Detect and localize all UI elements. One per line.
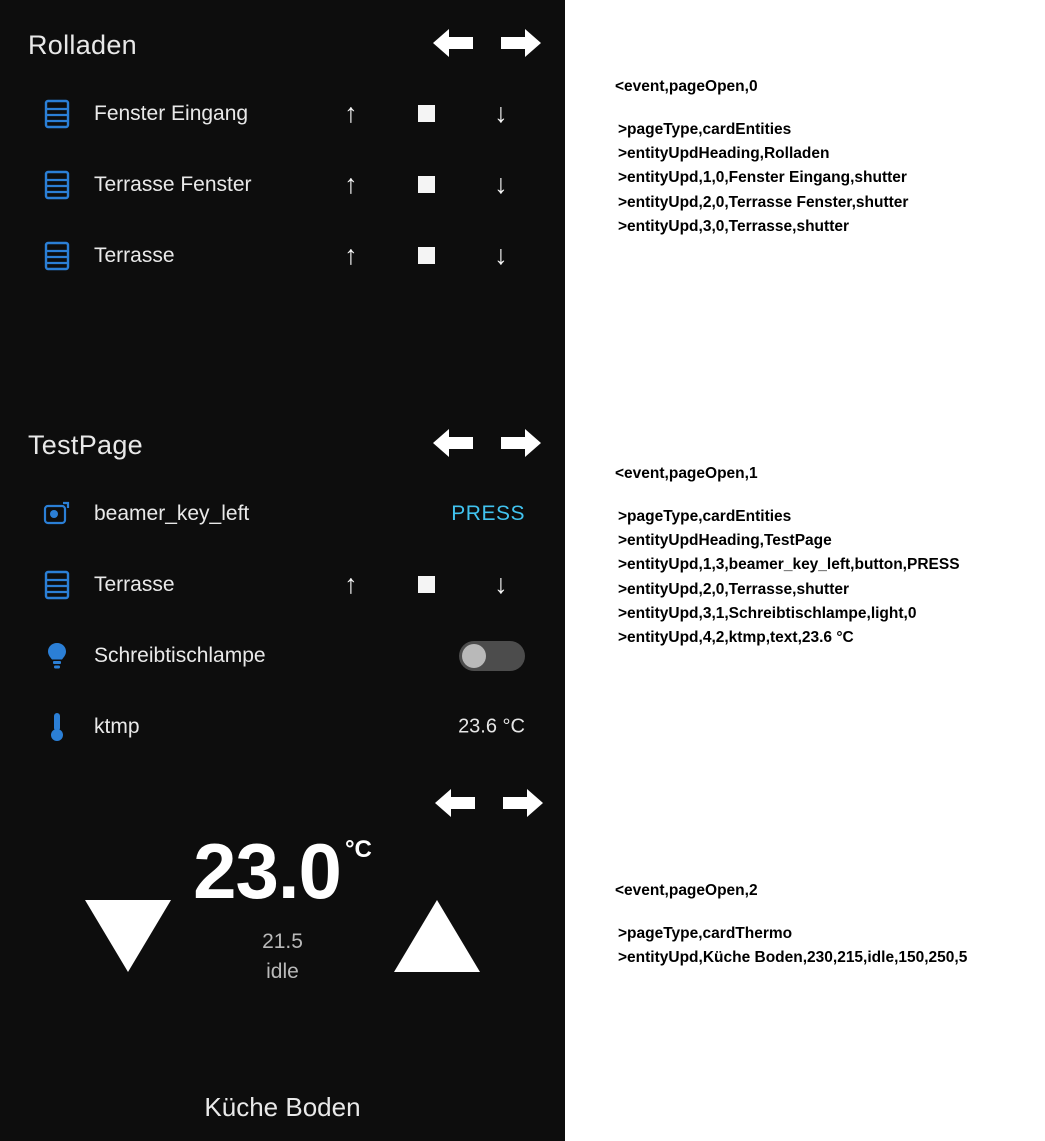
stop-square-icon bbox=[418, 247, 435, 264]
shutter-controls bbox=[331, 94, 521, 134]
log-event: <event,pageOpen,1 bbox=[615, 465, 758, 482]
shutter-icon bbox=[42, 240, 72, 272]
log-block bbox=[615, 78, 908, 239]
page-navigation bbox=[433, 426, 541, 460]
left-arrow-icon[interactable] bbox=[433, 26, 473, 60]
shutter-stop-button[interactable] bbox=[406, 165, 446, 205]
entity-label: Terrasse bbox=[94, 572, 175, 596]
log-line: >entityUpd,3,0,Terrasse,shutter bbox=[618, 217, 850, 235]
shutter-up-button[interactable]: ↑ bbox=[344, 240, 358, 270]
list-item[interactable] bbox=[0, 220, 565, 291]
right-arrow-icon[interactable] bbox=[501, 426, 541, 460]
shutter-stop-button[interactable] bbox=[406, 94, 446, 134]
log-block bbox=[615, 882, 967, 970]
log-line: >entityUpd,Küche Boden,230,215,idle,150,250,5 bbox=[618, 949, 968, 967]
shutter-down-button[interactable]: ↓ bbox=[494, 169, 508, 199]
list-item[interactable] bbox=[0, 478, 565, 549]
log-block bbox=[615, 465, 960, 650]
shutter-controls bbox=[331, 236, 521, 276]
card-header bbox=[0, 0, 565, 78]
page-title: Rolladen bbox=[28, 30, 137, 60]
shutter-controls bbox=[331, 165, 521, 205]
shutter-up-button[interactable]: ↑ bbox=[344, 169, 358, 199]
page-navigation bbox=[435, 786, 543, 820]
thermostat-name: Küche Boden bbox=[204, 1092, 361, 1122]
toggle-knob bbox=[462, 644, 486, 668]
list-item bbox=[0, 691, 565, 762]
stop-square-icon bbox=[418, 576, 435, 593]
left-arrow-icon[interactable] bbox=[435, 786, 475, 820]
entity-label: Terrasse Fenster bbox=[94, 172, 252, 196]
shutter-down-button[interactable]: ↓ bbox=[494, 240, 508, 270]
entity-label: ktmp bbox=[94, 714, 140, 738]
log-event: <event,pageOpen,0 bbox=[615, 78, 758, 95]
log-line: >pageType,cardThermo bbox=[618, 925, 793, 942]
press-button[interactable]: PRESS bbox=[451, 501, 525, 525]
entity-label: Fenster Eingang bbox=[94, 101, 249, 125]
right-arrow-icon[interactable] bbox=[501, 26, 541, 60]
log-line: >pageType,cardEntities bbox=[618, 121, 792, 138]
card-entities-rolladen bbox=[0, 0, 565, 400]
entity-value: 23.6 °C bbox=[458, 715, 525, 737]
log-line: >pageType,cardEntities bbox=[618, 508, 792, 525]
temperature-unit: °C bbox=[344, 836, 372, 863]
entity-label: beamer_key_left bbox=[94, 501, 250, 525]
entity-label: Terrasse bbox=[94, 243, 175, 267]
list-item[interactable] bbox=[0, 78, 565, 149]
light-toggle-switch[interactable] bbox=[459, 641, 525, 671]
page-navigation bbox=[433, 26, 541, 60]
card-thermo bbox=[0, 770, 565, 1141]
shutter-stop-button[interactable] bbox=[406, 565, 446, 605]
log-line: >entityUpd,1,3,beamer_key_left,button,PRESS bbox=[618, 556, 960, 574]
log-line: >entityUpd,2,0,Terrasse Fenster,shutter bbox=[618, 193, 909, 211]
log-line: >entityUpd,2,0,Terrasse,shutter bbox=[618, 580, 850, 598]
thermometer-icon bbox=[42, 711, 72, 743]
thermostat-body bbox=[0, 770, 565, 1141]
stop-square-icon bbox=[418, 176, 435, 193]
shutter-stop-button[interactable] bbox=[406, 236, 446, 276]
shutter-icon bbox=[42, 98, 72, 130]
entity-label: Schreibtischlampe bbox=[94, 643, 266, 667]
right-arrow-icon[interactable] bbox=[503, 786, 543, 820]
thermostat-state: idle bbox=[266, 960, 299, 983]
shutter-down-button[interactable]: ↓ bbox=[494, 569, 508, 599]
page-title: TestPage bbox=[28, 430, 143, 460]
log-event: <event,pageOpen,2 bbox=[615, 882, 758, 899]
log-panel bbox=[565, 0, 1045, 1141]
log-line: >entityUpdHeading,TestPage bbox=[618, 532, 832, 550]
stop-square-icon bbox=[418, 105, 435, 122]
shutter-up-button[interactable]: ↑ bbox=[344, 569, 358, 599]
shutter-icon bbox=[42, 569, 72, 601]
log-line: >entityUpd,4,2,ktmp,text,23.6 °C bbox=[618, 628, 854, 646]
log-line: >entityUpd,1,0,Fenster Eingang,shutter bbox=[618, 169, 907, 187]
shutter-down-button[interactable]: ↓ bbox=[494, 98, 508, 128]
log-line: >entityUpdHeading,Rolladen bbox=[618, 145, 830, 163]
list-item[interactable] bbox=[0, 549, 565, 620]
shutter-icon bbox=[42, 169, 72, 201]
target-temperature: 21.5 bbox=[262, 930, 303, 953]
projector-icon bbox=[42, 498, 72, 530]
card-header bbox=[0, 400, 565, 478]
list-item[interactable] bbox=[0, 149, 565, 220]
shutter-controls bbox=[331, 565, 521, 605]
card-entities-testpage bbox=[0, 400, 565, 770]
left-arrow-icon[interactable] bbox=[433, 426, 473, 460]
bulb-icon bbox=[42, 640, 72, 672]
log-line: >entityUpd,3,1,Schreibtischlampe,light,0 bbox=[618, 604, 917, 622]
shutter-up-button[interactable]: ↑ bbox=[344, 98, 358, 128]
thermostat-readout bbox=[0, 827, 565, 984]
list-item[interactable] bbox=[0, 620, 565, 691]
current-temperature: 23.0 bbox=[193, 827, 341, 915]
